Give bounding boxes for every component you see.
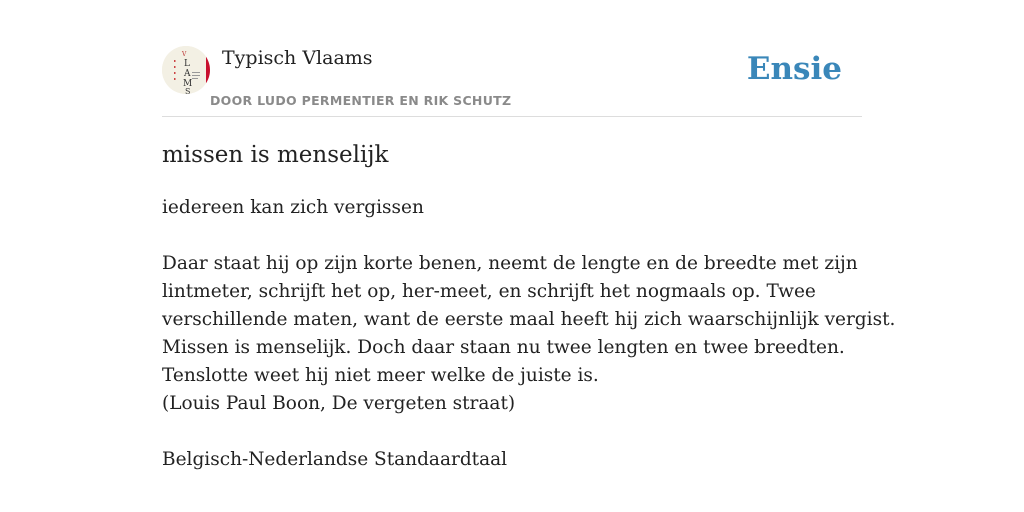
svg-text:A: A [184,69,191,79]
example-line: verschillende maten, want de eerste maal heeft hij zich waarschijnlijk vergist. [162,309,896,330]
entry-card [162,0,896,470]
example-line: lintmeter, schrijft het op, her-meet, en schrijft het nogmaals op. Twee [162,281,816,302]
svg-text:V: V [182,51,187,58]
entry-region: Belgisch-Nederlandse Standaardtaal [162,449,508,470]
svg-text:L: L [184,59,190,69]
entry-example [162,250,896,418]
dictionary-title[interactable]: Typisch Vlaams [222,47,373,69]
entry-term: missen is menselijk [162,142,389,168]
book-cover-icon[interactable] [162,46,210,94]
ensie-logo[interactable]: Ensie [746,51,842,87]
example-source: (Louis Paul Boon, De vergeten straat) [162,393,516,414]
svg-text:S: S [185,87,191,94]
entry-header [162,0,862,117]
byline: DOOR LUDO PERMENTIER EN RIK SCHUTZ [210,93,512,108]
example-line: Missen is menselijk. Doch daar staan nu twee lengten en twee breedten. [162,337,845,358]
svg-text:M: M [183,79,193,89]
example-line: Daar staat hij op zijn korte benen, neemt de lengte en de breedte met zijn [162,253,858,274]
example-line: Tenslotte weet hij niet meer welke de juiste is. [162,365,599,386]
entry-definition: iedereen kan zich vergissen [162,197,424,218]
